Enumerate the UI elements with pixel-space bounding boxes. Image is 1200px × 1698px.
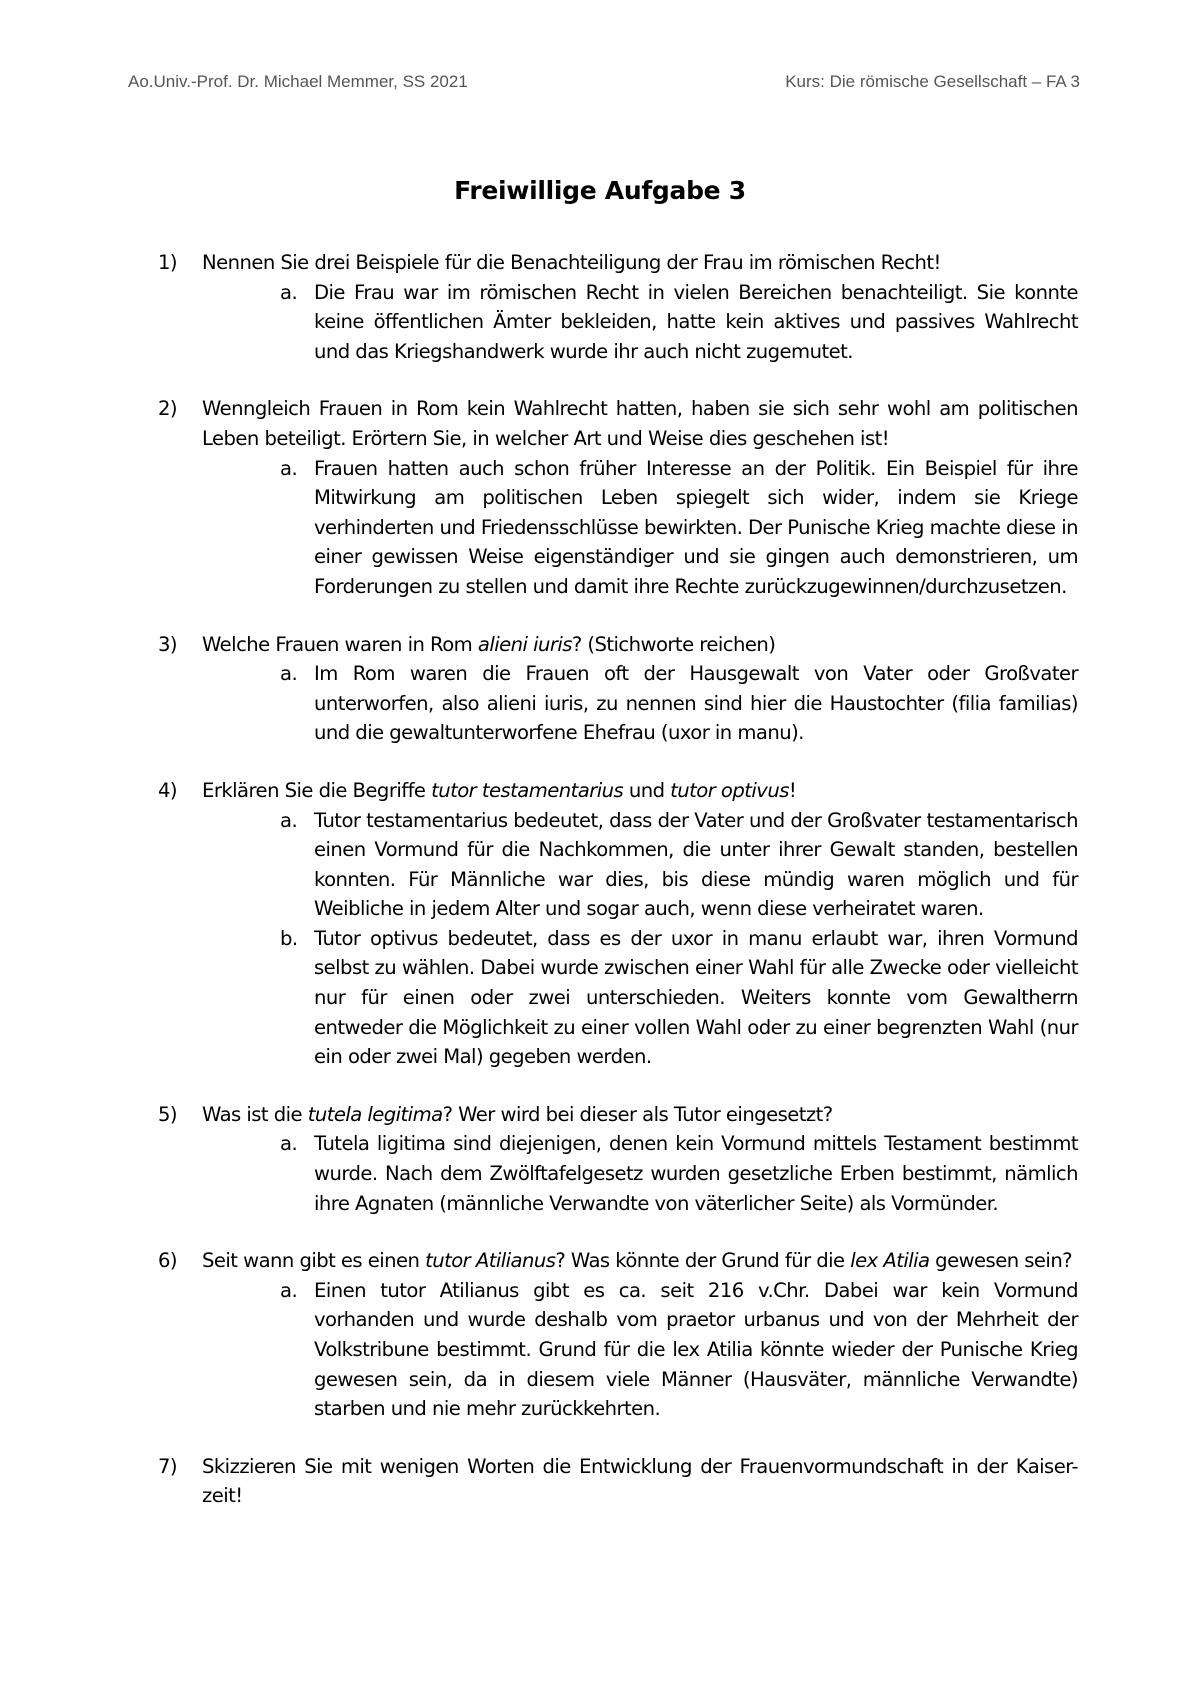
question-number: 7): [158, 1454, 178, 1478]
answer-label: a.: [280, 662, 298, 686]
answer-4a: [202, 806, 1078, 924]
question-number: 4): [158, 778, 178, 802]
question-text: Erklären Sie die Begriffe tutor testamentarius und tutor optivus!: [202, 778, 797, 802]
answer-label: a.: [280, 1132, 298, 1156]
question-number: 1): [158, 251, 178, 274]
question-7: [158, 1452, 1078, 1511]
document-title: Freiwillige Aufgabe 3: [454, 176, 746, 205]
answer-label: a.: [280, 280, 298, 304]
question-4: [158, 776, 1078, 1072]
answer-text: Einen tutor Atilianus gibt es ca. seit 216 v.Chr. Dabei war kein Vormund vorhanden und wurde deshalb vom praetor urbanus und von der Mehrheit der Volkstribune bestimmt. Grund für die lex Atilia könnte wieder der Punische Krieg gewesen sein, da in diesem viele Männer (Hausväter, männliche Verwandte) starben und nie mehr zurückkehrten.: [314, 1278, 1078, 1421]
question-2: [158, 394, 1078, 601]
answer-5a: [202, 1129, 1078, 1218]
question-1: [158, 248, 1078, 366]
question-number: 6): [158, 1249, 178, 1273]
answer-text: Tutor optivus bedeutet, dass es der uxor in manu erlaubt war, ihren Vormund selbst zu wählen. Dabei wurde zwischen einer Wahl für alle Zwecke oder vielleicht nur für einen oder zwei unterschieden. Weiters konnte vom Gewaltherrn entweder die Möglichkeit zu einer vollen Wahl oder zu einer begrenzten Wahl (nur ein oder zwei Mal) gegeben werden.: [314, 926, 1078, 1069]
header-course: Kurs: Die römische Gesellschaft – FA 3: [785, 72, 1080, 91]
answer-text: Tutela ligitima sind diejenigen, denen kein Vormund mittels Testament bestimmt wurde. Nach dem Zwölftafelgesetz wurden gesetzliche Erben bestimmt, nämlich ihre Agnaten (männliche Verwandte von väterlicher Seite) als Vormünder.: [314, 1132, 1078, 1215]
page-header: [128, 72, 1080, 100]
answer-text: Die Frau war im römischen Recht in vielen Bereichen benachteiligt. Sie konnte keine öffentlichen Ämter bekleiden, hatte kein aktives und passives Wahlrecht und das Kriegshandwerk wurde ihr auch nicht zugemutet.: [314, 280, 1078, 363]
question-text: Welche Frauen waren in Rom alieni iuris? (Stichworte reichen): [202, 632, 776, 656]
answer-1a: [202, 278, 1078, 367]
question-6: [158, 1246, 1078, 1424]
answer-label: a.: [280, 808, 298, 832]
answer-text: Im Rom waren die Frauen oft der Hausgewalt von Vater oder Großvater unterworfen, also alieni iuris, zu nennen sind hier die Haustochter (filia familias) und die gewaltunterworfene Ehefrau (uxor in manu).: [314, 662, 1078, 745]
question-text: Seit wann gibt es einen tutor Atilianus? Was könnte der Grund für die lex Atilia gewesen sein?: [202, 1249, 1073, 1273]
answer-6a: [202, 1276, 1078, 1424]
answer-text: Frauen hatten auch schon früher Interesse an der Politik. Ein Beispiel für ihre Mitwirkung am politischen Leben spiegelt sich wider, indem sie Kriege verhinderten und Friedensschlüsse bewirkten. Der Punische Krieg machte diese in einer gewissen Weise eigenständiger und sie gingen auch demonstrieren, um Forderungen zu stellen und damit ihre Rechte zurückzugewinnen/durchzusetzen.: [314, 456, 1078, 598]
question-number: 2): [158, 397, 178, 421]
answer-text: Tutor testamentarius bedeutet, dass der Vater und der Großvater testamentarisch einen Vormund für die Nachkommen, die unter ihrer Gewalt standen, bestellen konnten. Für Männliche war dies, bis diese mündig waren möglich und für Weibliche in jedem Alter und sogar auch, wenn diese verheiratet waren.: [314, 808, 1078, 921]
question-5: [158, 1100, 1078, 1218]
question-number: 3): [158, 632, 178, 656]
answer-label: a.: [280, 1278, 298, 1302]
answer-3a: [202, 659, 1078, 748]
answer-label: a.: [280, 456, 298, 480]
answer-2a: [202, 454, 1078, 602]
answer-label: b.: [280, 926, 298, 950]
question-text: Skizzieren Sie mit wenigen Worten die Entwicklung der Frauenvormundschaft in der Kaiser-zeit!: [202, 1454, 1078, 1508]
question-text: Was ist die tutela legitima? Wer wird bei dieser als Tutor eingesetzt?: [202, 1102, 833, 1126]
answer-4b: [202, 924, 1078, 1072]
header-author: Ao.Univ.-Prof. Dr. Michael Memmer, SS 2021: [128, 72, 468, 91]
question-list: [158, 248, 1078, 1539]
question-text: Nennen Sie drei Beispiele für die Benachteiligung der Frau im römischen Recht!: [202, 251, 941, 274]
question-text: Wenngleich Frauen in Rom kein Wahlrecht hatten, haben sie sich sehr wohl am politischen Leben beteiligt. Erörtern Sie, in welcher Art und Weise dies geschehen ist!: [202, 397, 1078, 450]
question-3: [158, 630, 1078, 748]
question-number: 5): [158, 1102, 178, 1126]
